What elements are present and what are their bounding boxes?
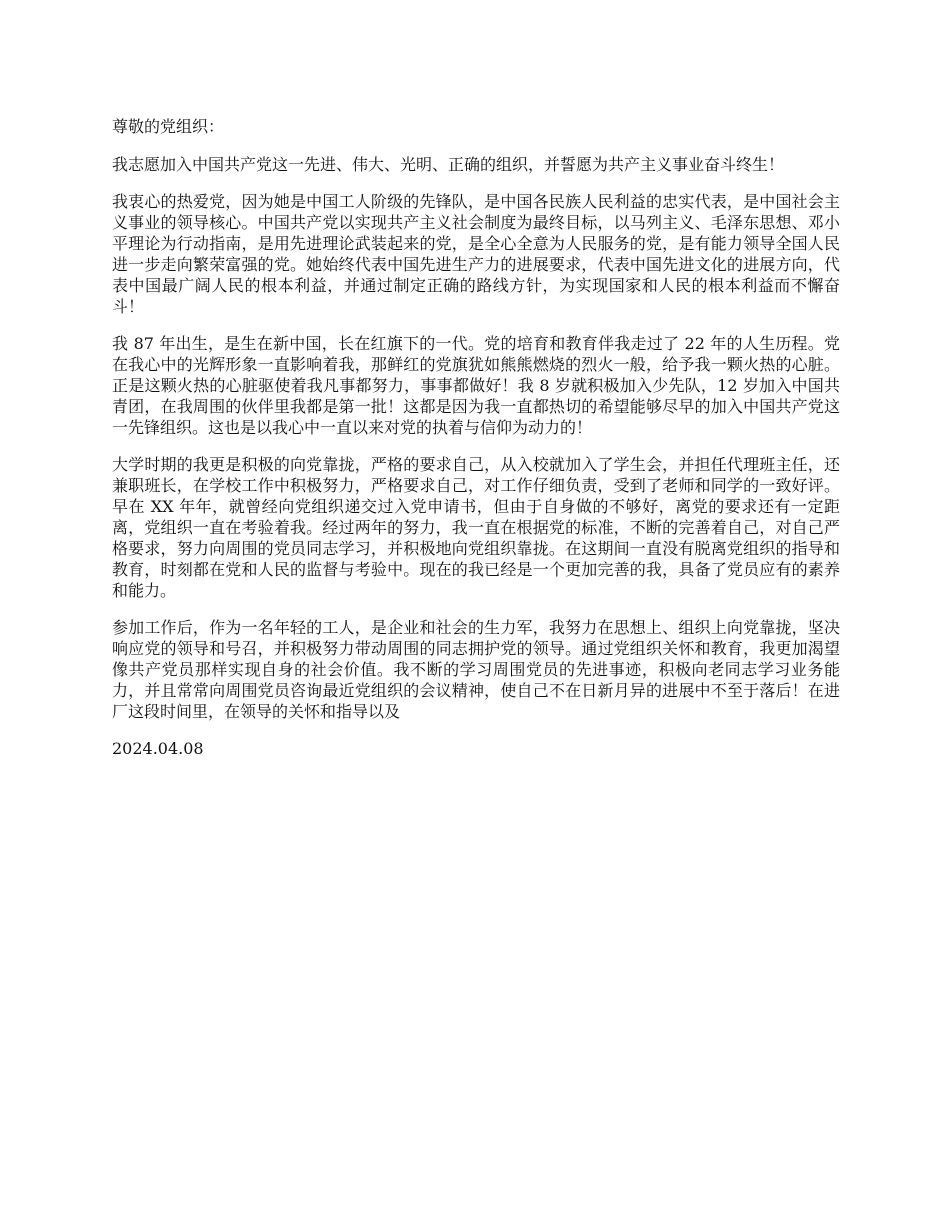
- salutation: 尊敬的党组织：: [112, 117, 225, 136]
- letter-body: [112, 116, 840, 775]
- letter-date: 2024.04.08: [112, 739, 204, 758]
- paragraph-love-party: 我衷心的热爱党，因为她是中国工人阶级的先锋队，是中国各民族人民利益的忠实代表，是中国社会主义事业的领导核心。中国共产党以实现共产主义社会制度为最终目标，以马列主义、毛泽东思想、邓小平理论为行动指南，是用先进理论武装起来的党，是全心全意为人民服务的党，是有能力领导全国人民进一步走向繁荣富强的党。她始终代表中国先进生产力的进展要求，代表中国先进文化的进展方向，代表中国最广阔人民的根本利益，并通过制定正确的路线方针，为实现国家和人民的根本利益而不懈奋斗！: [112, 192, 840, 316]
- paragraph-work: 参加工作后，作为一名年轻的工人，是企业和社会的生力军，我努力在思想上、组织上向党靠拢，坚决响应党的领导和号召，并积极努力带动周围的同志拥护党的领导。通过党组织关怀和教育，我更加渴望像共产党员那样实现自身的社会价值。我不断的学习周围党员的先进事迹，积极向老同志学习业务能力，并且常常向周围党员咨询最近党组织的会议精神，使自己不在日新月异的进展中不至于落后！在进厂这段时间里，在领导的关怀和指导以及: [112, 618, 840, 721]
- paragraph-growth: 我 87 年出生，是生在新中国，长在红旗下的一代。党的培育和教育伴我走过了 22 年的人生历程。党在我心中的光辉形象一直影响着我，那鲜红的党旗犹如熊熊燃烧的烈火一般，给予我一颗火热的心脏。正是这颗火热的心脏驱使着我凡事都努力，事事都做好！我 8 岁就积极加入少先队，12 岁加入中国共青团，在我周围的伙伴里我都是第一批！这都是因为我一直都热切的希望能够尽早的加入中国共产党这一先锋组织。这也是以我心中一直以来对党的执着与信仰为动力的！: [112, 334, 840, 437]
- paragraph-university: 大学时期的我更是积极的向党靠拢，严格的要求自己，从入校就加入了学生会，并担任代理班主任，还兼职班长，在学校工作中积极努力，严格要求自己，对工作仔细负责，受到了老师和同学的一致好评。早在 XX 年年，就曾经向党组织递交过入党申请书，但由于自身做的不够好，离党的要求还有一定距离，党组织一直在考验着我。经过两年的努力，我一直在根据党的标准，不断的完善着自己，对自己严格要求，努力向周围的党员同志学习，并积极地向党组织靠拢。在这期间一直没有脱离党组织的指导和教育，时刻都在党和人民的监督与考验中。现在的我已经是一个更加完善的我，具备了党员应有的素养和能力。: [112, 455, 840, 600]
- paragraph-pledge: 我志愿加入中国共产党这一先进、伟大、光明、正确的组织，并誓愿为共产主义事业奋斗终生！: [112, 155, 785, 174]
